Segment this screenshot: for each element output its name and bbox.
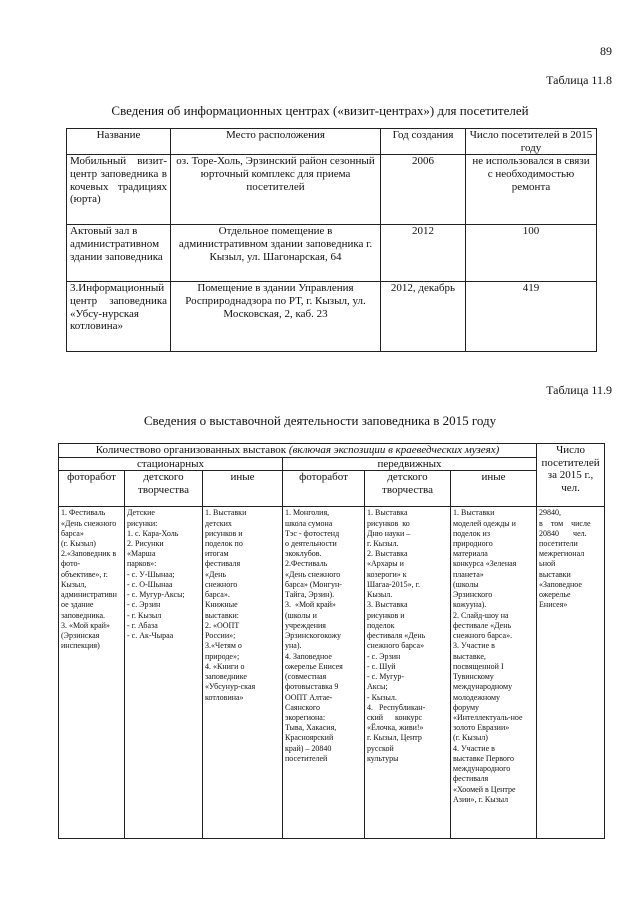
- cell-line: «Интеллектуаль-ное: [453, 712, 523, 722]
- table-row: [67, 155, 597, 225]
- cell-mobile-photo: [283, 507, 365, 839]
- cell-line: снежного барса»: [367, 641, 425, 651]
- cell-line: международному: [453, 682, 513, 692]
- cell-line: фото-: [61, 559, 81, 569]
- cell-line: Саянского: [285, 702, 320, 712]
- cell-line: поделок из: [453, 528, 490, 538]
- cell-line: - с. Мугур-: [367, 672, 405, 682]
- cell-line: школа сумона: [285, 518, 333, 528]
- cell-line: - с. Ак-Чыраа: [127, 631, 174, 641]
- cell-line: (Эрзинская: [61, 631, 100, 641]
- cell-line: «День: [205, 569, 227, 579]
- header-mobile: передвижных: [283, 457, 537, 471]
- cell-line: учреждения: [285, 620, 326, 630]
- cell-line: (г. Кызыл): [453, 733, 488, 743]
- cell-visitors: 100: [466, 225, 597, 282]
- cell-line: моделей одежды и: [453, 518, 516, 528]
- cell-stationary-photo: [59, 507, 125, 839]
- cell-line: «День снежного: [285, 569, 341, 579]
- cell-line: планета»: [453, 569, 484, 579]
- cell-line: международного: [453, 764, 511, 774]
- cell-visitors: 419: [466, 282, 597, 352]
- cell-line: ожерелье: [539, 590, 571, 600]
- cell-line: межрегионал: [539, 549, 585, 559]
- header-main-note: (включая экспозиции в краеведческих музеях): [288, 444, 500, 456]
- cell-line: - с. Эрзин: [127, 600, 161, 610]
- cell-line: золото Евразии»: [453, 723, 510, 733]
- cell-line: 20840 чел.: [539, 528, 587, 538]
- cell-line: 4. Участие в: [453, 743, 495, 753]
- cell-line: молодежному: [453, 692, 501, 702]
- cell-line: Эрзинского: [453, 590, 493, 600]
- cell-line: ое здание: [61, 600, 94, 610]
- table-caption-11-9: Сведения о выставочной деятельности заповедника в 2015 году: [143, 413, 497, 428]
- cell-line: Шагаа-2015», г.: [367, 579, 421, 589]
- table-label-11-8: Таблица 11.8: [546, 73, 612, 87]
- cell-line: поделок по: [205, 538, 243, 548]
- cell-line: Кызыл,: [61, 579, 87, 589]
- cell-line: выставке,: [453, 651, 486, 661]
- cell-line: ООПТ Алтае-: [285, 692, 333, 702]
- cell-visitors: не использовался в связи с необходимостью ремонта: [466, 155, 597, 225]
- cell-place: Отдельное помещение в административном здании заповедника г. Кызыл, ул. Шагонарская, 64: [171, 225, 381, 282]
- cell-line: в том числе: [539, 518, 591, 528]
- cell-line: кожууна).: [453, 600, 487, 610]
- cell-line: (школы и: [285, 610, 317, 620]
- cell-line: (совместная: [285, 672, 327, 682]
- header-row-main: [59, 444, 605, 458]
- cell-line: Тыва, Хакасия,: [285, 723, 337, 733]
- cell-line: Книжные: [205, 600, 238, 610]
- cell-line: парков»:: [127, 559, 157, 569]
- cell-line: 1. Выставки: [453, 508, 495, 518]
- cell-line: рисунков и: [205, 528, 243, 538]
- header-mobile-other: иные: [451, 471, 537, 507]
- header-stationary: стационарных: [59, 457, 283, 471]
- cell-line: «Архары и: [367, 559, 404, 569]
- cell-line: снежного: [205, 579, 238, 589]
- table-row: [59, 507, 605, 839]
- cell-line: объективе», г.: [61, 569, 108, 579]
- cell-line: 3. «Мой край»: [61, 620, 110, 630]
- cell-line: - с. Эрзин: [367, 651, 401, 661]
- cell-line: Красноярский: [285, 733, 334, 743]
- cell-line: рисунков ко: [367, 518, 410, 528]
- cell-line: 2. «ООПТ: [205, 620, 240, 630]
- cell-line: «Хоомей в Центре: [453, 784, 516, 794]
- cell-stationary-children: [125, 507, 203, 839]
- header-mobile-photo: фоторабот: [283, 471, 365, 507]
- cell-line: - с. О-Шынаа: [127, 579, 173, 589]
- cell-line: г. Кызыл, Центр: [367, 733, 422, 743]
- cell-name: 3.Информационный центр заповедника «Убсу-нурская котловина»: [67, 282, 171, 352]
- cell-line: выставки: [539, 569, 571, 579]
- header-name: Название: [67, 129, 171, 155]
- cell-visitors: [537, 507, 605, 839]
- page-number: 89: [600, 44, 612, 58]
- cell-line: фестиваля: [205, 559, 241, 569]
- cell-line: 2. Рисунки: [127, 538, 164, 548]
- cell-name: Мобильный визит-центр заповедника в кочевых традициях (юрта): [67, 155, 171, 225]
- cell-line: - с. У-Шынаа;: [127, 569, 175, 579]
- cell-line: 3. Выставка: [367, 600, 408, 610]
- cell-line: (г. Кызыл): [61, 538, 96, 548]
- cell-line: России»;: [205, 631, 236, 641]
- cell-line: 2.«Заповедник в: [61, 549, 117, 559]
- cell-place: Помещение в здании Управления Росприроднадзора по РТ, г. Кызыл, ул. Московская, 2, каб. 23: [171, 282, 381, 352]
- cell-line: 1. Выставки: [205, 508, 247, 518]
- header-main: [59, 444, 537, 458]
- cell-year: 2012: [381, 225, 466, 282]
- cell-line: культуры: [367, 753, 399, 763]
- cell-line: - г. Абаза: [127, 620, 158, 630]
- cell-line: выставки:: [205, 610, 240, 620]
- cell-line: природе»;: [205, 651, 240, 661]
- cell-line: 1. Фестиваль: [61, 508, 106, 518]
- cell-year: 2006: [381, 155, 466, 225]
- cell-line: 1. Монголия,: [285, 508, 330, 518]
- cell-line: 3.«Четям о: [205, 641, 242, 651]
- cell-line: поделок: [367, 620, 395, 630]
- header-visitors: Число посетителей в 2015 году: [466, 129, 597, 155]
- cell-line: посетители: [539, 538, 578, 548]
- cell-line: - с. Шуй: [367, 661, 396, 671]
- cell-line: рисунки:: [127, 518, 158, 528]
- cell-line: - г. Кызыл: [127, 610, 162, 620]
- cell-line: Дню науки –: [367, 528, 411, 538]
- header-stationary-photo: фоторабот: [59, 471, 125, 507]
- table-header-row: [67, 129, 597, 155]
- cell-line: Тайга, Эрзин).: [285, 590, 335, 600]
- cell-line: 4. Республикан-: [367, 702, 426, 712]
- cell-line: 2. Слайд-шоу на: [453, 610, 509, 620]
- cell-line: 4. «Книги о: [205, 661, 245, 671]
- cell-line: фестиваля: [453, 774, 489, 784]
- cell-line: уна).: [285, 641, 302, 651]
- cell-line: экоклубов.: [285, 549, 322, 559]
- cell-line: «Марша: [127, 549, 156, 559]
- cell-line: выставке Первого: [453, 753, 514, 763]
- cell-line: Эрзинскогокожу: [285, 631, 342, 641]
- cell-line: фестиваля «День: [367, 631, 426, 641]
- header-stationary-children: детского творчества: [125, 471, 203, 507]
- header-row-groups: [59, 457, 605, 471]
- cell-line: барса» (Монгун-: [285, 579, 342, 589]
- header-stationary-other: иные: [203, 471, 283, 507]
- cell-line: конкурса «Зеленая: [453, 559, 517, 569]
- cell-line: посетителей: [285, 753, 328, 763]
- cell-line: Кызыл.: [367, 590, 393, 600]
- cell-name: Актовый зал в административном здании заповедника: [67, 225, 171, 282]
- cell-line: Аксы;: [367, 682, 388, 692]
- cell-line: 3. «Мой край»: [285, 600, 336, 610]
- cell-line: «Ёлочка, живи!»: [367, 723, 424, 733]
- cell-mobile-other: [451, 507, 537, 839]
- table-label-11-9: Таблица 11.9: [546, 383, 612, 397]
- cell-line: русской: [367, 743, 394, 753]
- visitor-centers-table: [66, 128, 597, 352]
- cell-line: «Заповедное: [539, 579, 582, 589]
- cell-place: оз. Торе-Холь, Эрзинский район сезонный юрточный комплекс для приема посетителей: [171, 155, 381, 225]
- cell-line: снежного барса».: [453, 631, 513, 641]
- cell-line: фестивале «День: [453, 620, 512, 630]
- cell-line: экорегиона:: [285, 712, 326, 722]
- cell-line: 4. Заповедное: [285, 651, 332, 661]
- cell-line: Енисея»: [539, 600, 568, 610]
- cell-line: ьной: [539, 559, 556, 569]
- header-row-sub: [59, 471, 605, 507]
- cell-line: котловина»: [205, 692, 244, 702]
- cell-line: край) – 20840: [285, 743, 332, 753]
- table-row: [67, 282, 597, 352]
- cell-line: административн: [61, 590, 117, 600]
- cell-line: детских: [205, 518, 232, 528]
- cell-line: заповеднике: [205, 672, 247, 682]
- table-caption-11-8: Сведения об информационных центрах («визит-центрах») для посетителей: [111, 103, 529, 118]
- cell-line: посвященной I: [453, 661, 504, 671]
- cell-line: ский конкурс: [367, 712, 423, 722]
- header-main-text: Количествово организованных выставок: [95, 444, 287, 456]
- cell-line: «Убсунур-ская: [205, 682, 256, 692]
- cell-line: Тувинскому: [453, 672, 494, 682]
- cell-line: 1. Выставка: [367, 508, 408, 518]
- header-mobile-children: детского творчества: [365, 471, 451, 507]
- table-row: [67, 225, 597, 282]
- cell-line: Тэс - фотостенд: [285, 528, 340, 538]
- cell-line: - Кызыл.: [367, 692, 397, 702]
- cell-line: фотовыставка 9: [285, 682, 339, 692]
- cell-line: 29840,: [539, 508, 562, 518]
- cell-line: 2.Фестиваль: [285, 559, 328, 569]
- cell-line: г. Кызыл.: [367, 538, 399, 548]
- cell-line: итогам: [205, 549, 229, 559]
- cell-line: ожерелье Енисея: [285, 661, 343, 671]
- cell-line: козероги» к: [367, 569, 407, 579]
- header-visitors: Число посетителей за 2015 г., чел.: [537, 444, 605, 507]
- cell-line: 2. Выставка: [367, 549, 408, 559]
- cell-mobile-children: [365, 507, 451, 839]
- cell-line: «День снежного: [61, 518, 117, 528]
- header-year: Год создания: [381, 129, 466, 155]
- cell-year: 2012, декабрь: [381, 282, 466, 352]
- header-place: Место расположения: [171, 129, 381, 155]
- cell-line: заповедника.: [61, 610, 106, 620]
- cell-line: Детские: [127, 508, 155, 518]
- cell-line: (школы: [453, 579, 479, 589]
- cell-line: - с. Мугур-Аксы;: [127, 590, 185, 600]
- cell-line: материала: [453, 549, 488, 559]
- exhibitions-table: [58, 443, 605, 839]
- cell-line: 1. с. Кара-Холь: [127, 528, 179, 538]
- cell-line: Азии», г. Кызыл: [453, 794, 509, 804]
- cell-line: инспекция): [61, 641, 100, 651]
- cell-stationary-other: [203, 507, 283, 839]
- cell-line: о деятельности: [285, 538, 337, 548]
- cell-line: форуму: [453, 702, 480, 712]
- cell-line: природного: [453, 538, 493, 548]
- cell-line: рисунков и: [367, 610, 405, 620]
- cell-line: барса».: [205, 590, 230, 600]
- cell-line: 3. Участие в: [453, 641, 495, 651]
- cell-line: барса»: [61, 528, 84, 538]
